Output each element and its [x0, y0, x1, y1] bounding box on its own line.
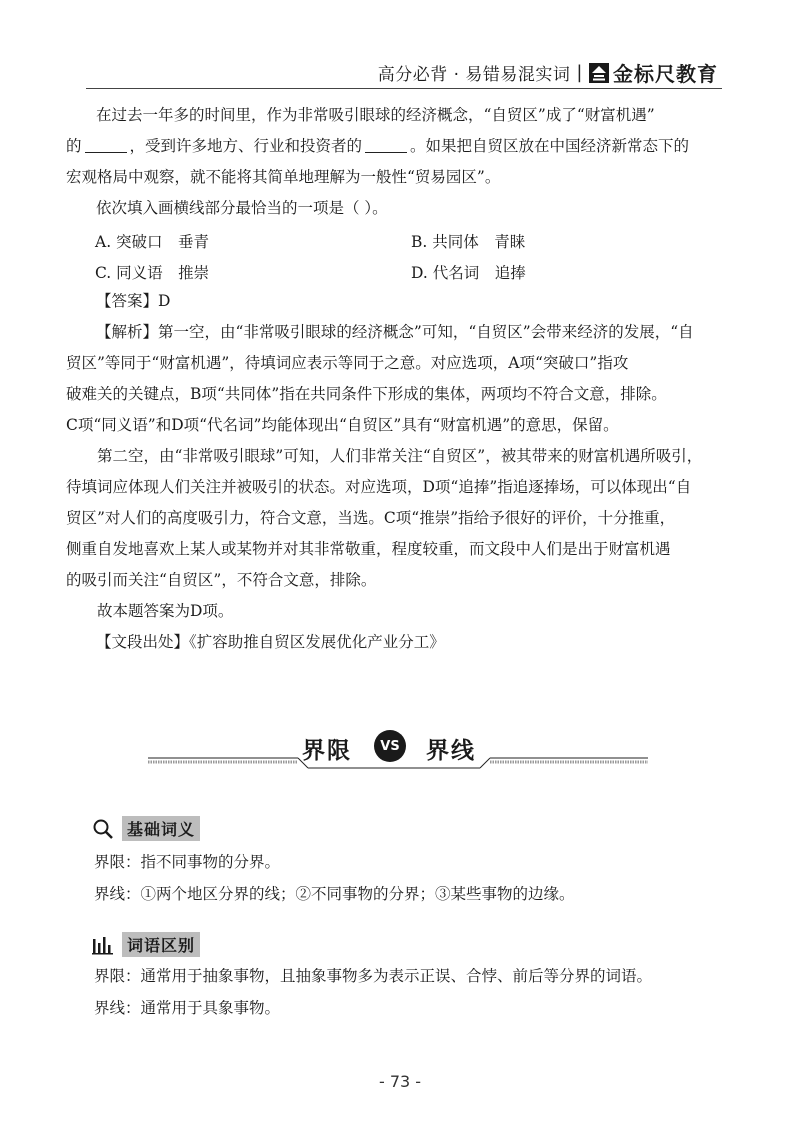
- magnifier-icon: [92, 818, 114, 840]
- option-b: B. 共同体 青睐: [411, 233, 526, 251]
- analysis-line: 【解析】第一空，由“非常吸引眼球的经济概念”可知，“自贸区”会带来经济的发展，“自: [96, 323, 694, 341]
- stem-line-1: 在过去一年多的时间里，作为非常吸引眼球的经济概念，“自贸区”成了“财富机遇”: [96, 106, 655, 124]
- analysis-line: C项“同义语”和D项“代名词”均能体现出“自贸区”具有“财富机遇”的意思，保留。: [66, 416, 619, 434]
- stem-text: 的: [66, 137, 82, 155]
- brand-name: 金标尺教育: [613, 62, 718, 86]
- basic-meaning-label: 基础词义: [122, 816, 200, 841]
- basic-meaning-line: 界线：①两个地区分界的线；②不同事物的分界；③某些事物的边缘。: [94, 885, 575, 903]
- stem-text: 。如果把自贸区放在中国经济新常态下的: [410, 137, 690, 155]
- analysis-line: 破难关的关键点，B项“共同体”指在共同条件下形成的集体，两项均不符合文意，排除。: [66, 385, 667, 403]
- header-divider: [86, 88, 722, 89]
- stem-line-3: 宏观格局中观察，就不能将其简单地理解为一般性“贸易园区”。: [66, 168, 501, 186]
- page-number: - 73 -: [378, 1072, 422, 1091]
- page-header: [378, 58, 718, 87]
- section-title-right-word: 界线: [426, 737, 476, 764]
- header-separator: |: [576, 62, 583, 83]
- answer-analysis: [66, 286, 736, 658]
- fill-blank-2: [365, 152, 407, 153]
- stem-line-2: [66, 131, 736, 162]
- header-series-title: 高分必背 · 易错易混实词: [377, 65, 571, 85]
- section-title-left-word: 界限: [302, 737, 352, 764]
- analysis-line: 故本题答案为D项。: [66, 602, 234, 620]
- vs-badge: VS: [374, 730, 406, 762]
- option-c: C. 同义语 推崇: [95, 264, 210, 282]
- analysis-line: 贸区”对人们的高度吸引力，符合文意，当选。C项“推崇”指给予很好的评价，十分推重，: [66, 509, 676, 527]
- fill-blank-1: [85, 152, 127, 153]
- word-difference-label: 词语区别: [122, 932, 200, 957]
- section-title: [148, 724, 648, 784]
- option-d: D. 代名词 追捧: [411, 264, 526, 282]
- question-stem: [66, 100, 736, 224]
- bar-chart-icon: [92, 935, 114, 955]
- analysis-line: 贸区”等同于“财富机遇”，待填词应表示等同于之意。对应选项，A项“突破口”指攻: [66, 354, 629, 372]
- word-difference-line: 界线：通常用于具象事物。: [94, 999, 281, 1017]
- brand-logo: [589, 58, 718, 87]
- stem-text: ，受到许多地方、行业和投资者的: [129, 137, 363, 155]
- word-difference-heading: [92, 932, 200, 957]
- answer: 【答案】D: [96, 292, 171, 310]
- word-difference-line: 界限：通常用于抽象事物，且抽象事物多为表示正误、合悖、前后等分界的词语。: [94, 967, 653, 985]
- analysis-line: 侧重自发地喜欢上某人或某物并对其非常敬重，程度较重，而文段中人们是出于财富机遇: [66, 540, 671, 558]
- option-a: A. 突破口 垂青: [95, 233, 210, 251]
- text-source: 【文段出处】《扩容助推自贸区发展优化产业分工》: [96, 633, 445, 651]
- question-prompt: 依次填入画横线部分最恰当的一项是（ ）。: [96, 199, 388, 217]
- basic-meaning-line: 界限：指不同事物的分界。: [94, 853, 281, 871]
- basic-meaning-heading: [92, 816, 200, 841]
- analysis-line: 待填词应体现人们关注并被吸引的状态。对应选项，D项“追捧”指追逐捧场，可以体现出“自: [66, 478, 692, 496]
- analysis-line: 第二空，由“非常吸引眼球”可知，人们非常关注“自贸区”，被其带来的财富机遇所吸引，: [66, 447, 703, 465]
- brand-logo-icon: [589, 63, 609, 83]
- analysis-line: 的吸引而关注“自贸区”，不符合文意，排除。: [66, 571, 377, 589]
